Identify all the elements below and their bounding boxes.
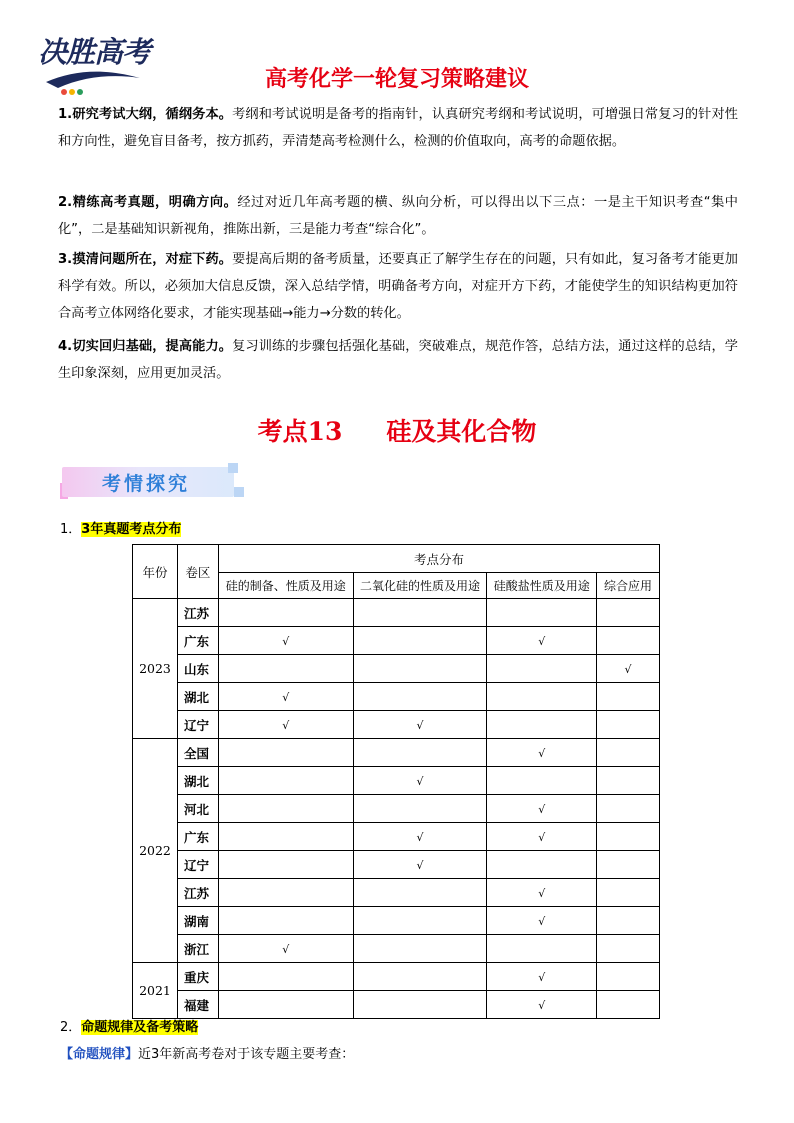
table-row bbox=[133, 823, 660, 851]
topic-cell bbox=[353, 851, 487, 879]
topic-cell bbox=[353, 991, 487, 1019]
topic-cell bbox=[597, 711, 660, 739]
header-topic: 硅的制备、性质及用途 bbox=[218, 573, 353, 599]
topic-cell bbox=[218, 823, 353, 851]
check-mark-icon: √ bbox=[282, 943, 290, 956]
region-cell: 山东 bbox=[177, 655, 218, 683]
banner-label: 考情探究 bbox=[102, 473, 191, 495]
table-row bbox=[133, 627, 660, 655]
page-title: 高考化学一轮复习策略建议 bbox=[264, 67, 529, 92]
topic-cell bbox=[218, 991, 353, 1019]
topic-cell bbox=[597, 627, 660, 655]
topic-cell bbox=[487, 655, 597, 683]
header-year: 年份 bbox=[133, 545, 178, 599]
table-row bbox=[133, 767, 660, 795]
table-row bbox=[133, 935, 660, 963]
topic-cell bbox=[218, 879, 353, 907]
header-topic: 二氧化硅的性质及用途 bbox=[353, 573, 487, 599]
check-mark-icon: √ bbox=[416, 775, 424, 788]
check-mark-icon: √ bbox=[282, 719, 290, 732]
region-cell: 江苏 bbox=[177, 879, 218, 907]
topic-cell bbox=[218, 627, 353, 655]
region-cell: 福建 bbox=[177, 991, 218, 1019]
heading-number: 1． bbox=[60, 522, 82, 537]
topic-cell bbox=[353, 739, 487, 767]
topic-cell bbox=[218, 711, 353, 739]
topic-cell bbox=[218, 683, 353, 711]
topic-cell bbox=[218, 963, 353, 991]
topic-cell bbox=[487, 795, 597, 823]
rule-text: 近3年新高考卷对于该专题主要考查： bbox=[138, 1047, 355, 1062]
strategy-head: 2.精练高考真题，明确方向。 bbox=[58, 195, 238, 210]
topic-cell bbox=[353, 935, 487, 963]
table-row bbox=[133, 879, 660, 907]
strategy-body: 要提高后期的备考质量，还要真正了解学生存在的问题，只有如此，复习备考才能更加科学有效。所以，必须加大信息反馈，深入总结学情，明确备考方向，对症开方下药，才能使学生的知识结构更加符合高考立体网络化要求，才能实现基础→能力→分数的转化。 bbox=[58, 252, 738, 321]
topic-cell bbox=[353, 907, 487, 935]
rule-heading bbox=[60, 1016, 198, 1035]
rule-tag: 【命题规律】 bbox=[60, 1047, 139, 1062]
topic-cell bbox=[597, 879, 660, 907]
topic-cell bbox=[218, 907, 353, 935]
topic-cell bbox=[353, 683, 487, 711]
check-mark-icon: √ bbox=[624, 663, 632, 676]
topic-cell bbox=[487, 739, 597, 767]
topic-cell bbox=[353, 795, 487, 823]
topic-cell bbox=[597, 963, 660, 991]
year-cell: 2023 bbox=[133, 599, 178, 739]
check-mark-icon: √ bbox=[416, 859, 424, 872]
topic-cell bbox=[353, 963, 487, 991]
topic-cell bbox=[218, 739, 353, 767]
region-cell: 湖北 bbox=[177, 767, 218, 795]
topic-cell bbox=[218, 935, 353, 963]
rule-line bbox=[60, 1043, 354, 1062]
region-cell: 广东 bbox=[177, 627, 218, 655]
topic-cell bbox=[597, 935, 660, 963]
topic-cell bbox=[597, 795, 660, 823]
heading-text: 命题规律及备考策略 bbox=[81, 1020, 199, 1035]
topic-cell bbox=[597, 851, 660, 879]
table-row bbox=[133, 795, 660, 823]
topic-cell bbox=[353, 823, 487, 851]
topic-cell bbox=[487, 963, 597, 991]
topic-cell bbox=[597, 739, 660, 767]
check-mark-icon: √ bbox=[416, 719, 424, 732]
table-row bbox=[133, 739, 660, 767]
strategy-body: 复习训练的步骤包括强化基础，突破难点，规范作答，总结方法，通过这样的总结，学生印象深刻，应用更加灵活。 bbox=[58, 339, 738, 381]
topic-cell bbox=[487, 767, 597, 795]
section-banner bbox=[62, 463, 248, 505]
section-title bbox=[0, 412, 794, 448]
banner-decoration bbox=[228, 463, 238, 473]
table-row bbox=[133, 655, 660, 683]
topic-cell bbox=[597, 991, 660, 1019]
topic-cell bbox=[487, 627, 597, 655]
table-row bbox=[133, 991, 660, 1019]
topic-cell bbox=[353, 599, 487, 627]
exam-distribution-table bbox=[132, 544, 660, 1019]
topic-cell bbox=[487, 683, 597, 711]
topic-cell bbox=[353, 711, 487, 739]
topic-cell bbox=[597, 655, 660, 683]
region-cell: 湖南 bbox=[177, 907, 218, 935]
table-row bbox=[133, 683, 660, 711]
header-topic: 综合应用 bbox=[597, 573, 660, 599]
check-mark-icon: √ bbox=[282, 635, 290, 648]
region-cell: 全国 bbox=[177, 739, 218, 767]
region-cell: 湖北 bbox=[177, 683, 218, 711]
strategy-paragraph-4 bbox=[58, 333, 738, 387]
topic-cell bbox=[597, 767, 660, 795]
year-cell: 2021 bbox=[133, 963, 178, 1019]
heading-number: 2． bbox=[60, 1020, 82, 1035]
topic-cell bbox=[353, 655, 487, 683]
topic-cell bbox=[487, 711, 597, 739]
strategy-paragraph-2 bbox=[58, 189, 738, 243]
header-region: 卷区 bbox=[177, 545, 218, 599]
check-mark-icon: √ bbox=[538, 635, 546, 648]
topic-cell bbox=[218, 795, 353, 823]
table-row bbox=[133, 599, 660, 627]
topic-cell bbox=[218, 767, 353, 795]
header-topic: 硅酸盐性质及用途 bbox=[487, 573, 597, 599]
check-mark-icon: √ bbox=[538, 803, 546, 816]
strategy-paragraph-1 bbox=[58, 101, 738, 155]
topic-cell bbox=[353, 627, 487, 655]
check-mark-icon: √ bbox=[282, 691, 290, 704]
topic-cell bbox=[487, 851, 597, 879]
heading-text: 3年真题考点分布 bbox=[81, 522, 182, 537]
strategy-head: 3.摸清问题所在，对症下药。 bbox=[58, 252, 233, 267]
table-row bbox=[133, 907, 660, 935]
strategy-body: 经过对近几年高考题的横、纵向分析，可以得出以下三点：一是主干知识考查“集中化”，二是基础知识新视角，推陈出新，三是能力考查“综合化”。 bbox=[58, 195, 738, 237]
topic-cell bbox=[353, 767, 487, 795]
topic-cell bbox=[487, 991, 597, 1019]
topic-cell bbox=[487, 599, 597, 627]
region-cell: 江苏 bbox=[177, 599, 218, 627]
table-header-row bbox=[133, 545, 660, 573]
table-row bbox=[133, 851, 660, 879]
table-row bbox=[133, 963, 660, 991]
region-cell: 重庆 bbox=[177, 963, 218, 991]
check-mark-icon: √ bbox=[416, 831, 424, 844]
check-mark-icon: √ bbox=[538, 831, 546, 844]
distribution-heading bbox=[60, 518, 181, 537]
region-cell: 河北 bbox=[177, 795, 218, 823]
topic-cell bbox=[218, 599, 353, 627]
topic-cell bbox=[487, 879, 597, 907]
header-topic-group: 考点分布 bbox=[218, 545, 659, 573]
strategy-head: 1.研究考试大纲，循纲务本。 bbox=[58, 107, 233, 122]
check-mark-icon: √ bbox=[538, 971, 546, 984]
topic-cell bbox=[218, 655, 353, 683]
region-cell: 辽宁 bbox=[177, 711, 218, 739]
region-cell: 广东 bbox=[177, 823, 218, 851]
topic-cell bbox=[597, 599, 660, 627]
logo-text: 决胜高考 bbox=[38, 35, 151, 69]
section-name: 硅及其化合物 bbox=[386, 417, 537, 446]
topic-cell bbox=[597, 823, 660, 851]
section-code: 考点13 bbox=[257, 417, 343, 446]
region-cell: 辽宁 bbox=[177, 851, 218, 879]
year-cell: 2022 bbox=[133, 739, 178, 963]
strategy-body: 考纲和考试说明是备考的指南针，认真研究考纲和考试说明，可增强日常复习的针对性和方向性，避免盲目备考，按方抓药，弄清楚高考检测什么，检测的价值取向，高考的命题依据。 bbox=[58, 107, 738, 149]
strategy-paragraph-3 bbox=[58, 246, 738, 327]
topic-cell bbox=[597, 907, 660, 935]
topic-cell bbox=[487, 935, 597, 963]
table-row bbox=[133, 711, 660, 739]
strategy-head: 4.切实回归基础，提高能力。 bbox=[58, 339, 233, 354]
topic-cell bbox=[218, 851, 353, 879]
check-mark-icon: √ bbox=[538, 747, 546, 760]
region-cell: 浙江 bbox=[177, 935, 218, 963]
check-mark-icon: √ bbox=[538, 999, 546, 1012]
banner-decoration bbox=[234, 487, 244, 497]
topic-cell bbox=[487, 907, 597, 935]
check-mark-icon: √ bbox=[538, 915, 546, 928]
topic-cell bbox=[487, 823, 597, 851]
topic-cell bbox=[597, 683, 660, 711]
topic-cell bbox=[353, 879, 487, 907]
check-mark-icon: √ bbox=[538, 887, 546, 900]
